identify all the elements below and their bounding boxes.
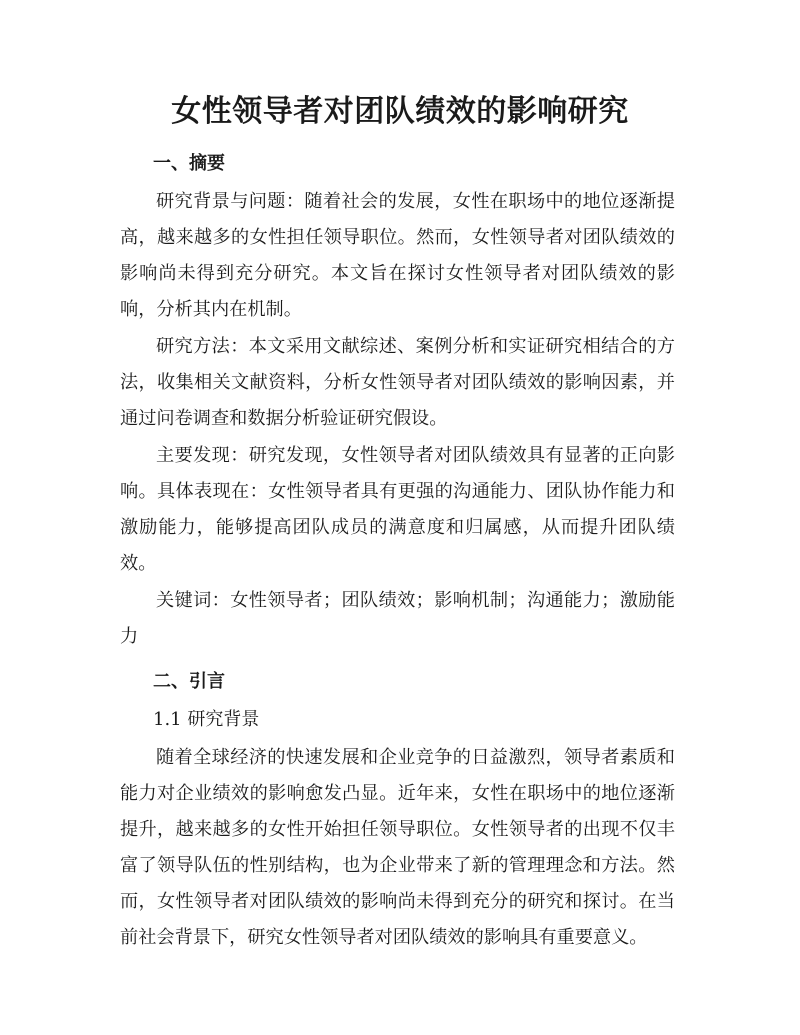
document-title: 女性领导者对团队绩效的影响研究 [171, 94, 629, 129]
abstract-paragraph-findings: 主要发现：研究发现，女性领导者对团队绩效具有显著的正向影响。具体表现在：女性领导者具有更强的沟通能力、团队协作能力和激励能力，能够提高团队成员的满意度和归属感，从而提升团队绩效。 [120, 445, 675, 574]
intro-paragraph-background: 随着全球经济的快速发展和企业竞争的日益激烈，领导者素质和能力对企业绩效的影响愈发凸显。近年来，女性在职场中的地位逐渐提升，越来越多的女性开始担任领导职位。女性领导者的出现不仅丰富了领导队伍的性别结构，也为企业带来了新的管理理念和方法。然而，女性领导者对团队绩效的影响尚未得到充分的研究和探讨。在当前社会背景下，研究女性领导者对团队绩效的影响具有重要意义。 [120, 747, 675, 948]
section-heading-intro: 二、引言 [153, 671, 225, 692]
abstract-paragraph-background: 研究背景与问题：随着社会的发展，女性在职场中的地位逐渐提高，越来越多的女性担任领导职位。然而，女性领导者对团队绩效的影响尚未得到充分研究。本文旨在探讨女性领导者对团队绩效的影响，分析其内在机制。 [120, 191, 675, 320]
document-body [120, 146, 675, 957]
abstract-paragraph-method: 研究方法：本文采用文献综述、案例分析和实证研究相结合的方法，收集相关文献资料，分析女性领导者对团队绩效的影响因素，并通过问卷调查和数据分析验证研究假设。 [120, 336, 675, 429]
section-heading-abstract: 一、摘要 [153, 153, 225, 174]
abstract-paragraph-keywords: 关键词：女性领导者；团队绩效；影响机制；沟通能力；激励能力 [120, 590, 675, 647]
subsection-heading-background: 1.1 研究背景 [153, 709, 260, 730]
